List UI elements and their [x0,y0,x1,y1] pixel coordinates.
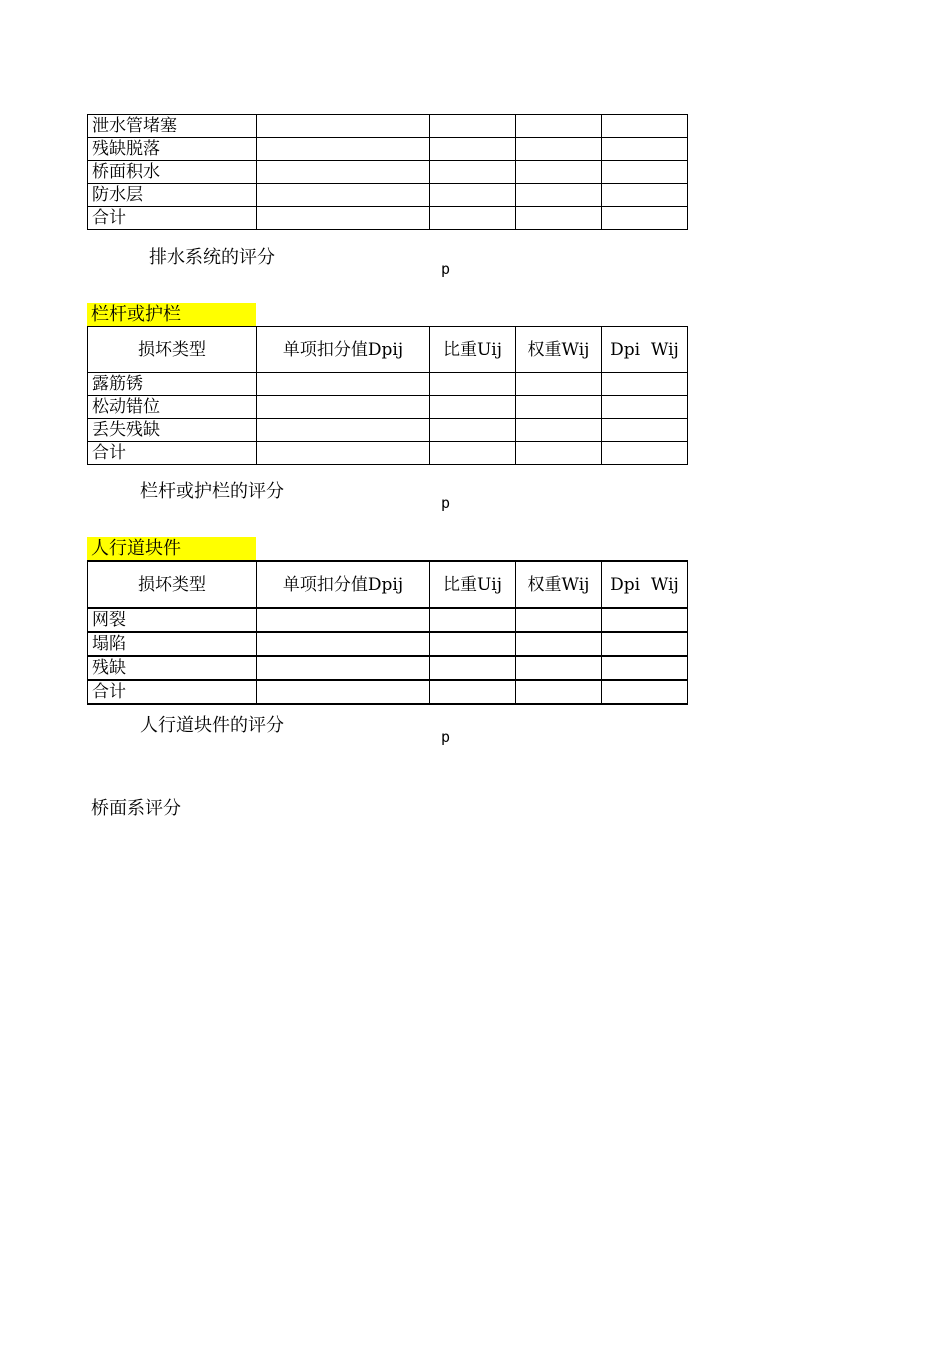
proportion-cell[interactable] [430,608,516,632]
railing-section-title[interactable]: 栏杆或护栏 [87,303,256,326]
header-damage-type[interactable]: 损坏类型 [88,561,257,608]
damage-type-cell[interactable]: 丢失残缺 [88,419,257,442]
proportion-cell[interactable] [430,656,516,680]
proportion-cell[interactable] [430,680,516,704]
weight-cell[interactable] [516,207,602,230]
sidewalk-p-mark: p [441,728,451,746]
table-row [88,656,688,680]
deduction-cell[interactable] [257,184,430,207]
table-row [88,373,688,396]
table-row [88,608,688,632]
table-row-total [88,207,688,230]
header-weighted-value[interactable]: Dpi Wij [602,327,688,373]
proportion-cell[interactable] [430,207,516,230]
header-weight[interactable]: 权重Wij [516,561,602,608]
table-row [88,396,688,419]
header-proportion[interactable]: 比重Uij [430,561,516,608]
railing-table [87,326,688,465]
drainage-score-label: 排水系统的评分 [149,247,275,268]
total-label-cell[interactable]: 合计 [88,207,257,230]
deduction-cell[interactable] [257,373,430,396]
proportion-cell[interactable] [430,632,516,656]
weighted-value-cell[interactable] [602,138,688,161]
weighted-value-cell[interactable] [602,442,688,465]
weight-cell[interactable] [516,656,602,680]
proportion-cell[interactable] [430,184,516,207]
weighted-value-cell[interactable] [602,184,688,207]
deduction-cell[interactable] [257,419,430,442]
weight-cell[interactable] [516,632,602,656]
damage-type-cell[interactable]: 泄水管堵塞 [88,115,257,138]
weight-cell[interactable] [516,115,602,138]
sidewalk-score-label: 人行道块件的评分 [140,715,284,736]
weight-cell[interactable] [516,184,602,207]
deduction-cell[interactable] [257,632,430,656]
drainage-table [87,114,688,230]
deduction-cell[interactable] [257,608,430,632]
weighted-value-cell[interactable] [602,161,688,184]
weight-cell[interactable] [516,161,602,184]
damage-type-cell[interactable]: 塌陷 [88,632,257,656]
header-deduction[interactable]: 单项扣分值Dpij [257,327,430,373]
deduction-cell[interactable] [257,442,430,465]
weight-cell[interactable] [516,442,602,465]
header-weight[interactable]: 权重Wij [516,327,602,373]
table-header-row [88,327,688,373]
deduction-cell[interactable] [257,680,430,704]
proportion-cell[interactable] [430,442,516,465]
proportion-cell[interactable] [430,115,516,138]
weighted-value-cell[interactable] [602,373,688,396]
railing-p-mark: p [441,494,451,512]
table-row [88,419,688,442]
deck-system-score-label: 桥面系评分 [91,798,181,819]
damage-type-cell[interactable]: 露筋锈 [88,373,257,396]
damage-type-cell[interactable]: 网裂 [88,608,257,632]
proportion-cell[interactable] [430,373,516,396]
proportion-cell[interactable] [430,161,516,184]
weight-cell[interactable] [516,396,602,419]
deduction-cell[interactable] [257,207,430,230]
railing-score-label: 栏杆或护栏的评分 [140,481,284,502]
weight-cell[interactable] [516,608,602,632]
total-label-cell[interactable]: 合计 [88,680,257,704]
header-deduction[interactable]: 单项扣分值Dpij [257,561,430,608]
weighted-value-cell[interactable] [602,115,688,138]
damage-type-cell[interactable]: 防水层 [88,184,257,207]
table-row [88,161,688,184]
header-weighted-value[interactable]: Dpi Wij [602,561,688,608]
deduction-cell[interactable] [257,161,430,184]
sidewalk-section-title[interactable]: 人行道块件 [87,537,256,560]
table-row-total [88,442,688,465]
drainage-p-mark: p [441,260,451,278]
deduction-cell[interactable] [257,656,430,680]
weighted-value-cell[interactable] [602,656,688,680]
proportion-cell[interactable] [430,419,516,442]
weight-cell[interactable] [516,680,602,704]
weighted-value-cell[interactable] [602,680,688,704]
total-label-cell[interactable]: 合计 [88,442,257,465]
table-row [88,184,688,207]
deduction-cell[interactable] [257,115,430,138]
header-proportion[interactable]: 比重Uij [430,327,516,373]
proportion-cell[interactable] [430,396,516,419]
weighted-value-cell[interactable] [602,207,688,230]
table-row-total [88,680,688,704]
deduction-cell[interactable] [257,396,430,419]
weight-cell[interactable] [516,373,602,396]
table-row [88,115,688,138]
header-damage-type[interactable]: 损坏类型 [88,327,257,373]
weighted-value-cell[interactable] [602,396,688,419]
table-header-row [88,561,688,608]
damage-type-cell[interactable]: 松动错位 [88,396,257,419]
weight-cell[interactable] [516,138,602,161]
damage-type-cell[interactable]: 残缺脱落 [88,138,257,161]
damage-type-cell[interactable]: 桥面积水 [88,161,257,184]
table-row [88,138,688,161]
weighted-value-cell[interactable] [602,419,688,442]
table-row [88,632,688,656]
weight-cell[interactable] [516,419,602,442]
proportion-cell[interactable] [430,138,516,161]
deduction-cell[interactable] [257,138,430,161]
weighted-value-cell[interactable] [602,608,688,632]
weighted-value-cell[interactable] [602,632,688,656]
damage-type-cell[interactable]: 残缺 [88,656,257,680]
sidewalk-table [87,560,688,705]
